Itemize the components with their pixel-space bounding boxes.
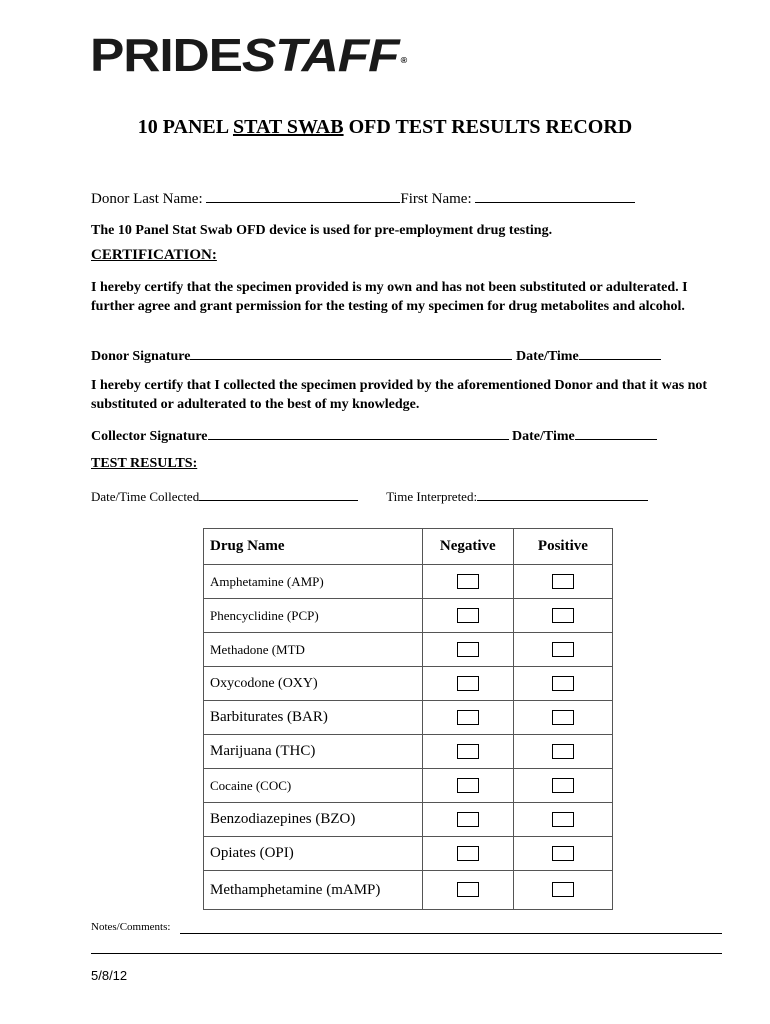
header-positive: Positive: [513, 529, 612, 565]
table-row: [204, 701, 613, 735]
drug-name: Phencyclidine (PCP): [204, 599, 423, 633]
positive-checkbox[interactable]: [552, 676, 574, 691]
drug-name: Cocaine (COC): [204, 769, 423, 803]
donor-datetime-label: Date/Time: [512, 349, 579, 364]
table-row: [204, 735, 613, 769]
positive-checkbox[interactable]: [552, 608, 574, 623]
positive-checkbox[interactable]: [552, 574, 574, 589]
drug-name: Opiates (OPI): [204, 837, 423, 871]
intro-text: The 10 Panel Stat Swab OFD device is used for pre-employment drug testing.: [91, 223, 553, 238]
notes-field-line-2[interactable]: [91, 953, 722, 954]
positive-checkbox[interactable]: [552, 812, 574, 827]
negative-checkbox[interactable]: [457, 608, 479, 623]
donor-signature-field[interactable]: [190, 345, 512, 360]
collection-times-row: [91, 486, 648, 505]
positive-checkbox[interactable]: [552, 642, 574, 657]
notes-label: Notes/Comments:: [91, 921, 171, 933]
positive-checkbox[interactable]: [552, 710, 574, 725]
drug-name: Barbiturates (BAR): [204, 701, 423, 735]
header-drug-name: Drug Name: [204, 529, 423, 565]
pridestaff-logo: [90, 29, 407, 81]
donor-last-name-label: Donor Last Name:: [91, 191, 207, 207]
table-header-row: [204, 529, 613, 565]
page-title: [0, 116, 770, 139]
table-row: [204, 633, 613, 667]
negative-checkbox[interactable]: [457, 574, 479, 589]
notes-field-line-1[interactable]: [180, 933, 722, 934]
collector-datetime-field[interactable]: [575, 425, 657, 440]
negative-checkbox[interactable]: [457, 710, 479, 725]
collector-signature-field[interactable]: [208, 425, 509, 440]
logo-staff-text: STAFF: [241, 29, 399, 81]
negative-checkbox[interactable]: [457, 812, 479, 827]
test-results-heading: TEST RESULTS:: [91, 456, 198, 471]
positive-checkbox[interactable]: [552, 744, 574, 759]
donor-signature-row: [91, 345, 661, 365]
donor-first-name-field[interactable]: [475, 188, 635, 203]
negative-checkbox[interactable]: [457, 676, 479, 691]
table-row: [204, 871, 613, 910]
drug-name: Amphetamine (AMP): [204, 565, 423, 599]
drug-name: Methamphetamine (mAMP): [204, 871, 423, 910]
interpreted-label: Time Interpreted:: [386, 489, 478, 504]
donor-certification-statement: I hereby certify that the specimen provided is my own and has not been substituted or adulterated. I further agree and grant permission for the testing of my specimen for drug metabolites and alcohol.: [91, 280, 688, 314]
collector-signature-label: Collector Signature: [91, 429, 208, 444]
collected-label: Date/Time Collected: [91, 489, 200, 504]
interpreted-field[interactable]: [477, 486, 648, 501]
collector-datetime-label: Date/Time: [508, 429, 575, 444]
drug-name: Marijuana (THC): [204, 735, 423, 769]
negative-checkbox[interactable]: [457, 744, 479, 759]
donor-first-name-label: First Name:: [400, 191, 476, 207]
donor-signature-label: Donor Signature: [91, 349, 191, 364]
table-row: [204, 803, 613, 837]
positive-checkbox[interactable]: [552, 778, 574, 793]
negative-checkbox[interactable]: [457, 642, 479, 657]
certification-heading: CERTIFICATION:: [91, 247, 217, 263]
title-suffix: OFD TEST RESULTS RECORD: [343, 116, 633, 138]
positive-checkbox[interactable]: [552, 882, 574, 897]
table-row: [204, 667, 613, 701]
table-row: [204, 837, 613, 871]
title-prefix: 10 PANEL: [137, 116, 233, 138]
donor-name-row: [91, 188, 635, 208]
collected-field[interactable]: [199, 486, 358, 501]
drug-name: Oxycodone (OXY): [204, 667, 423, 701]
negative-checkbox[interactable]: [457, 778, 479, 793]
drug-name: Benzodiazepines (BZO): [204, 803, 423, 837]
donor-last-name-field[interactable]: [206, 188, 400, 203]
collector-signature-row: [91, 425, 657, 445]
collector-certification-statement: I hereby certify that I collected the specimen provided by the aforementioned Donor and that it was not substituted or adulterated to the best of my knowledge.: [91, 378, 708, 412]
title-underlined: STAT SWAB: [232, 116, 344, 138]
table-row: [204, 565, 613, 599]
donor-datetime-field[interactable]: [579, 345, 661, 360]
logo-registered-mark: ®: [400, 56, 407, 65]
table-row: [204, 769, 613, 803]
logo-pride-text: PRIDE: [90, 29, 242, 81]
negative-checkbox[interactable]: [457, 882, 479, 897]
footer-date: 5/8/12: [91, 968, 128, 983]
header-negative: Negative: [422, 529, 513, 565]
drug-name: Methadone (MTD: [204, 633, 423, 667]
table-row: [204, 599, 613, 633]
negative-checkbox[interactable]: [457, 846, 479, 861]
drug-results-table: [203, 528, 613, 910]
positive-checkbox[interactable]: [552, 846, 574, 861]
